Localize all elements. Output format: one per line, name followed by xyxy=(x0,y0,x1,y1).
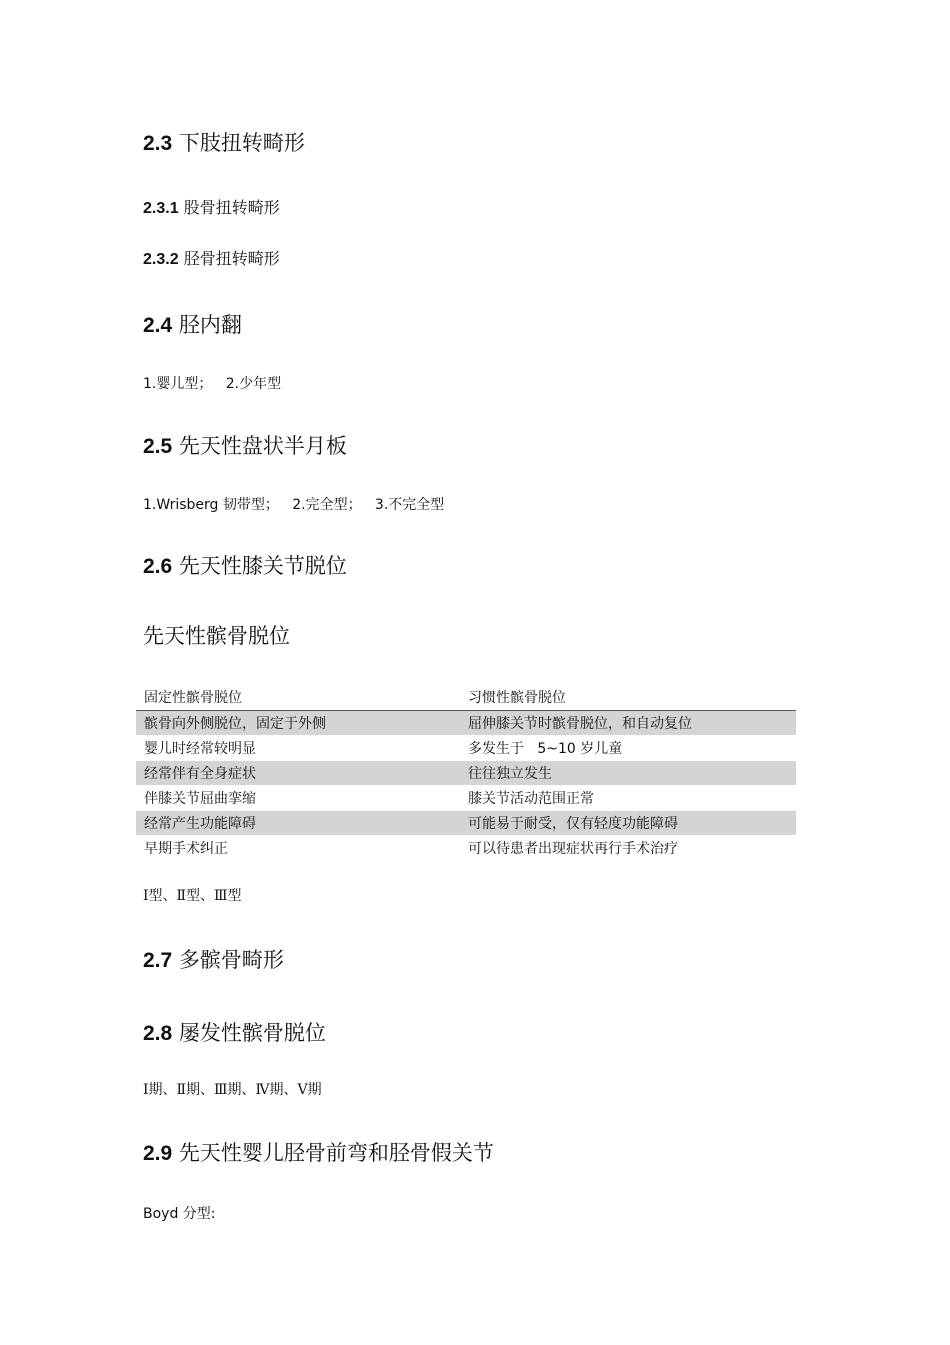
section-title: 下肢扭转畸形 xyxy=(178,131,305,155)
table-header xyxy=(136,684,796,711)
table-cell: 可以待患者出现症状再行手术治疗 xyxy=(468,841,678,857)
section-title: 胫骨扭转畸形 xyxy=(183,249,280,268)
heading-2-5 xyxy=(143,433,347,460)
heading-2-8 xyxy=(143,1020,326,1047)
section-number: 2.3 xyxy=(143,132,173,155)
heading-2-6 xyxy=(143,553,347,580)
paragraph-2-8: Ⅰ期、Ⅱ期、Ⅲ期、Ⅳ期、Ⅴ期 xyxy=(143,1082,322,1098)
section-title: 股骨扭转畸形 xyxy=(183,198,280,217)
table-row xyxy=(136,786,796,810)
section-number: 2.7 xyxy=(143,949,173,972)
section-number: 2.8 xyxy=(143,1022,173,1045)
table-cell: 伴膝关节屈曲挛缩 xyxy=(144,791,256,807)
table-cell: 经常伴有全身症状 xyxy=(144,766,256,782)
column-header: 固定性髌骨脱位 xyxy=(144,690,242,706)
table-cell: 可能易于耐受，仅有轻度功能障碍 xyxy=(468,816,678,832)
table-cell: 屈伸膝关节时髌骨脱位，和自动复位 xyxy=(468,716,692,732)
table-row xyxy=(136,711,796,735)
comparison-table xyxy=(136,684,796,861)
table-cell: 婴儿时经常较明显 xyxy=(144,741,256,757)
section-number: 2.9 xyxy=(143,1142,173,1165)
heading-2-3 xyxy=(143,130,305,157)
section-number: 2.3.1 xyxy=(143,200,179,217)
table-cell: 早期手术纠正 xyxy=(144,841,228,857)
section-title: 先天性膝关节脱位 xyxy=(178,554,347,578)
types-line: Ⅰ型、Ⅱ型、Ⅲ型 xyxy=(143,888,242,904)
heading-2-3-2 xyxy=(143,248,280,271)
section-title: 多髌骨畸形 xyxy=(178,948,284,972)
table-row xyxy=(136,836,796,860)
heading-2-7 xyxy=(143,947,284,974)
paragraph-2-5: 1.Wrisberg 韧带型； 2.完全型； 3.不完全型 xyxy=(143,497,445,513)
section-number: 2.5 xyxy=(143,435,173,458)
table-cell: 多发生于 5~10 岁儿童 xyxy=(468,741,623,757)
paragraph-2-9: Boyd 分型: xyxy=(143,1206,216,1222)
table-cell: 经常产生功能障碍 xyxy=(144,816,256,832)
table-row xyxy=(136,736,796,760)
table-row xyxy=(136,761,796,785)
heading-2-3-1 xyxy=(143,197,280,220)
section-number: 2.6 xyxy=(143,555,173,578)
section-title: 先天性盘状半月板 xyxy=(178,434,347,458)
column-header: 习惯性髌骨脱位 xyxy=(468,690,566,706)
table-cell: 髌骨向外侧脱位，固定于外侧 xyxy=(144,716,326,732)
table-row xyxy=(136,811,796,835)
section-number: 2.3.2 xyxy=(143,251,179,268)
section-title: 屡发性髌骨脱位 xyxy=(178,1021,326,1045)
section-number: 2.4 xyxy=(143,314,173,337)
section-title: 胫内翻 xyxy=(178,313,242,337)
paragraph-2-4: 1.婴儿型； 2.少年型 xyxy=(143,376,282,392)
patella-dislocation-title: 先天性髌骨脱位 xyxy=(143,624,290,648)
table-cell: 往往独立发生 xyxy=(468,766,552,782)
heading-2-4 xyxy=(143,312,242,339)
section-title: 先天性婴儿胫骨前弯和胫骨假关节 xyxy=(178,1141,494,1165)
table-cell: 膝关节活动范围正常 xyxy=(468,791,594,807)
heading-2-9 xyxy=(143,1140,494,1167)
